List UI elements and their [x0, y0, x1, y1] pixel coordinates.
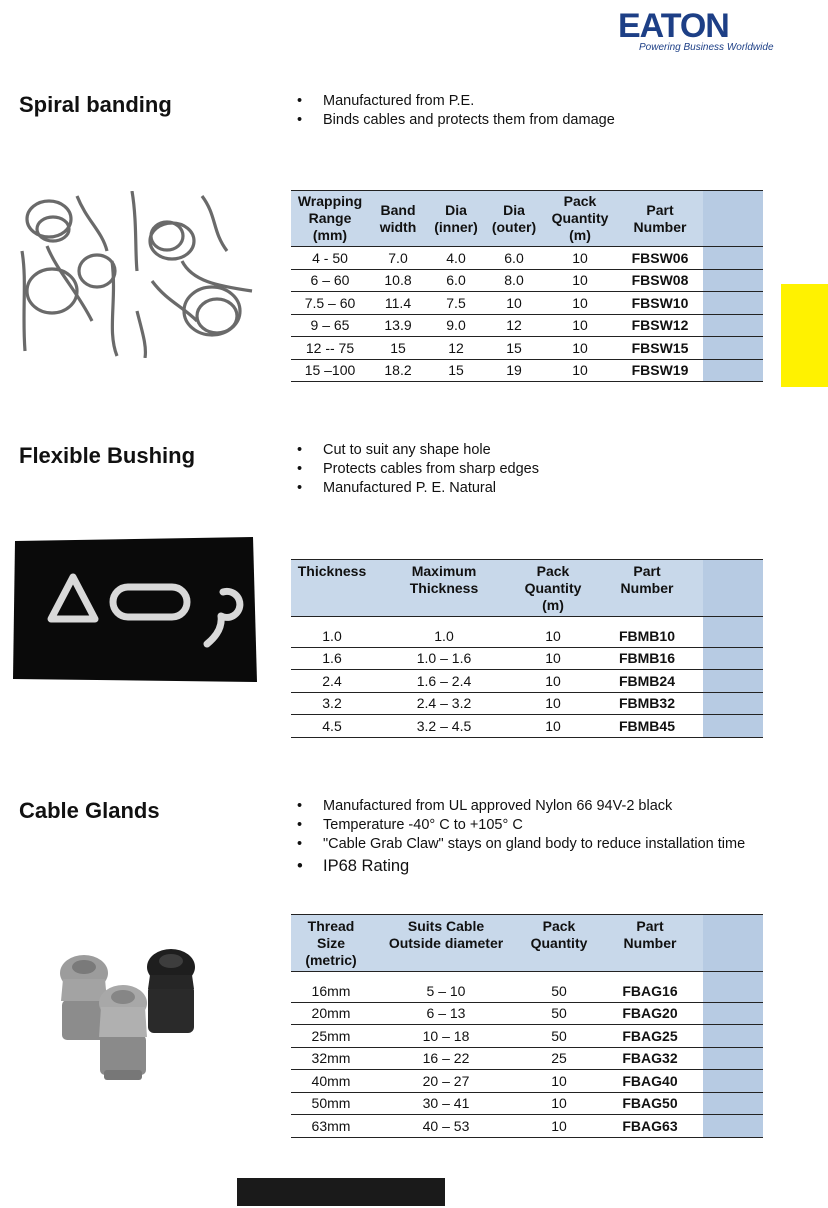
column-header: Pack Quantity (m): [543, 191, 617, 247]
table-cell: 10: [543, 247, 617, 270]
part-number-cell: FBSW15: [617, 337, 703, 360]
table-row: [291, 1070, 763, 1093]
part-number-cell: FBSW06: [617, 247, 703, 270]
part-number-cell: FBAG63: [597, 1115, 703, 1138]
table-cell: 50: [521, 1025, 597, 1048]
table-cell: [703, 625, 763, 648]
table-cell: [291, 972, 371, 980]
table-cell: [703, 247, 763, 270]
table-cell: 19: [485, 359, 543, 382]
spiral-bullet-list: [295, 92, 615, 130]
column-header: Maximum Thickness: [373, 560, 515, 617]
table-cell: 10: [521, 1070, 597, 1093]
table-cell: 6 – 13: [371, 1002, 521, 1025]
part-number-cell: FBMB32: [591, 692, 703, 715]
table-row: [291, 269, 763, 292]
table-cell: 40mm: [291, 1070, 371, 1093]
table-cell: [597, 972, 703, 980]
part-number-cell: FBMB45: [591, 715, 703, 738]
table-row: [291, 314, 763, 337]
table-cell: 6.0: [427, 269, 485, 292]
table-cell: 3.2 – 4.5: [373, 715, 515, 738]
table-row: [291, 1092, 763, 1115]
table-cell: 18.2: [369, 359, 427, 382]
spiral-banding-photo: [17, 191, 257, 358]
table-cell: 4.0: [427, 247, 485, 270]
bushing-bullet-list: [295, 441, 539, 498]
table-cell: [703, 670, 763, 693]
part-number-cell: FBMB16: [591, 647, 703, 670]
column-header: Part Number: [617, 191, 703, 247]
part-number-cell: FBSW08: [617, 269, 703, 292]
table-cell: 32mm: [291, 1047, 371, 1070]
table-cell: 7.5 – 60: [291, 292, 369, 315]
table-cell: [703, 1002, 763, 1025]
table-cell: 2.4 – 3.2: [373, 692, 515, 715]
blank-header-cell: [703, 560, 763, 617]
table-cell: 20 – 27: [371, 1070, 521, 1093]
table-cell: 12: [485, 314, 543, 337]
table-row: [291, 1025, 763, 1048]
table-row: [291, 670, 763, 693]
table-cell: 1.6: [291, 647, 373, 670]
table-cell: 15: [369, 337, 427, 360]
bushing-section-title: Flexible Bushing: [19, 443, 196, 468]
glands-bullet-list: [295, 797, 745, 878]
column-header: Dia (outer): [485, 191, 543, 247]
table-cell: 6 – 60: [291, 269, 369, 292]
table-row: [291, 980, 763, 1003]
table-cell: 3.2: [291, 692, 373, 715]
table-cell: [515, 617, 591, 625]
table-row: [291, 292, 763, 315]
part-number-cell: FBAG16: [597, 980, 703, 1003]
part-number-cell: FBMB10: [591, 625, 703, 648]
table-row: [291, 337, 763, 360]
column-header: Part Number: [597, 915, 703, 972]
bullet-item: • Binds cables and protects them from damage: [295, 111, 615, 130]
part-number-cell: FBSW19: [617, 359, 703, 382]
bullet-item: • IP68 Rating: [295, 854, 745, 878]
table-cell: 10: [543, 292, 617, 315]
table-cell: [703, 1092, 763, 1115]
table-cell: [703, 269, 763, 292]
table-cell: 25: [521, 1047, 597, 1070]
column-header: Wrapping Range (mm): [291, 191, 369, 247]
table-cell: 6.0: [485, 247, 543, 270]
part-number-cell: FBAG50: [597, 1092, 703, 1115]
table-cell: 10: [515, 670, 591, 693]
table-cell: 15: [427, 359, 485, 382]
table-cell: 16 – 22: [371, 1047, 521, 1070]
column-header: Thickness: [291, 560, 373, 617]
eaton-logo: [612, 6, 774, 56]
part-number-cell: FBAG25: [597, 1025, 703, 1048]
table-cell: 7.0: [369, 247, 427, 270]
part-number-cell: FBSW10: [617, 292, 703, 315]
spiral-section-title: Spiral banding: [19, 92, 172, 117]
table-cell: 16mm: [291, 980, 371, 1003]
bullet-item: • Manufactured from P.E.: [295, 92, 615, 111]
table-row: [291, 1047, 763, 1070]
column-header: Part Number: [591, 560, 703, 617]
bullet-item: • Manufactured P. E. Natural: [295, 479, 539, 498]
table-cell: [703, 972, 763, 980]
table-cell: 4 - 50: [291, 247, 369, 270]
logo-wordmark: EATON: [618, 7, 729, 45]
table-row: [291, 625, 763, 648]
column-header: Band width: [369, 191, 427, 247]
footer-bar: [237, 1178, 445, 1206]
part-number-cell: FBAG20: [597, 1002, 703, 1025]
table-cell: [373, 617, 515, 625]
table-header-row: [291, 915, 763, 972]
table-cell: 13.9: [369, 314, 427, 337]
table-cell: 1.0 – 1.6: [373, 647, 515, 670]
table-cell: 10: [521, 1092, 597, 1115]
table-cell: 40 – 53: [371, 1115, 521, 1138]
cable-glands-table: [291, 914, 763, 1138]
table-cell: [703, 1115, 763, 1138]
table-cell: 10: [521, 1115, 597, 1138]
table-row: [291, 715, 763, 738]
table-cell: 1.0: [373, 625, 515, 648]
table-cell: [291, 617, 373, 625]
table-cell: 15 –100: [291, 359, 369, 382]
table-cell: 50mm: [291, 1092, 371, 1115]
table-cell: 10: [543, 314, 617, 337]
part-number-cell: FBSW12: [617, 314, 703, 337]
table-row: [291, 1115, 763, 1138]
table-cell: 1.6 – 2.4: [373, 670, 515, 693]
table-cell: 25mm: [291, 1025, 371, 1048]
table-cell: 10: [515, 692, 591, 715]
blank-header-cell: [703, 191, 763, 247]
part-number-cell: FBAG32: [597, 1047, 703, 1070]
table-cell: 10: [543, 359, 617, 382]
table-row: [291, 1002, 763, 1025]
table-cell: 9 – 65: [291, 314, 369, 337]
table-cell: 12 -- 75: [291, 337, 369, 360]
table-row: [291, 647, 763, 670]
spiral-banding-table: [291, 190, 763, 382]
glands-section-title: Cable Glands: [19, 798, 160, 823]
table-cell: 10 – 18: [371, 1025, 521, 1048]
table-cell: [703, 647, 763, 670]
logo-tagline: Powering Business Worldwide: [639, 42, 774, 53]
table-cell: 10: [543, 337, 617, 360]
table-cell: 9.0: [427, 314, 485, 337]
section-tab-marker: [781, 284, 828, 387]
table-cell: 10: [515, 625, 591, 648]
table-cell: [703, 337, 763, 360]
column-header: Thread Size (metric): [291, 915, 371, 972]
table-cell: 2.4: [291, 670, 373, 693]
bullet-item: • Protects cables from sharp edges: [295, 460, 539, 479]
table-cell: [703, 292, 763, 315]
table-cell: 10: [515, 715, 591, 738]
table-cell: [371, 972, 521, 980]
table-cell: 10: [543, 269, 617, 292]
table-cell: 7.5: [427, 292, 485, 315]
table-cell: 12: [427, 337, 485, 360]
flexible-bushing-table: [291, 559, 763, 738]
part-number-cell: FBAG40: [597, 1070, 703, 1093]
table-cell: 4.5: [291, 715, 373, 738]
cable-glands-photo: [50, 945, 220, 1085]
table-row: [291, 247, 763, 270]
table-cell: 10.8: [369, 269, 427, 292]
column-header: Suits Cable Outside diameter: [371, 915, 521, 972]
column-header: Dia (inner): [427, 191, 485, 247]
table-cell: [591, 617, 703, 625]
part-number-cell: FBMB24: [591, 670, 703, 693]
table-cell: 11.4: [369, 292, 427, 315]
table-cell: 8.0: [485, 269, 543, 292]
table-cell: [703, 1070, 763, 1093]
table-cell: [703, 692, 763, 715]
table-cell: 50: [521, 980, 597, 1003]
table-cell: 15: [485, 337, 543, 360]
table-header-row: [291, 191, 763, 247]
table-cell: 30 – 41: [371, 1092, 521, 1115]
table-cell: [703, 1025, 763, 1048]
bullet-item: • Cut to suit any shape hole: [295, 441, 539, 460]
bullet-item: • Manufactured from UL approved Nylon 66 94V-2 black: [295, 797, 745, 816]
column-header: Pack Quantity: [521, 915, 597, 972]
table-cell: [521, 972, 597, 980]
bullet-item: • Temperature -40° C to +105° C: [295, 816, 745, 835]
table-cell: 20mm: [291, 1002, 371, 1025]
table-cell: [703, 359, 763, 382]
table-header-row: [291, 560, 763, 617]
blank-header-cell: [703, 915, 763, 972]
table-cell: 5 – 10: [371, 980, 521, 1003]
flexible-bushing-photo: [13, 537, 257, 682]
bullet-item: • "Cable Grab Claw" stays on gland body to reduce installation time: [295, 835, 745, 854]
column-header: Pack Quantity (m): [515, 560, 591, 617]
table-cell: 10: [515, 647, 591, 670]
table-cell: 1.0: [291, 625, 373, 648]
table-cell: [703, 980, 763, 1003]
table-cell: 50: [521, 1002, 597, 1025]
table-row: [291, 692, 763, 715]
table-cell: [703, 715, 763, 738]
table-cell: [703, 1047, 763, 1070]
table-cell: 63mm: [291, 1115, 371, 1138]
table-cell: [703, 314, 763, 337]
table-cell: [703, 617, 763, 625]
table-row: [291, 359, 763, 382]
table-cell: 10: [485, 292, 543, 315]
